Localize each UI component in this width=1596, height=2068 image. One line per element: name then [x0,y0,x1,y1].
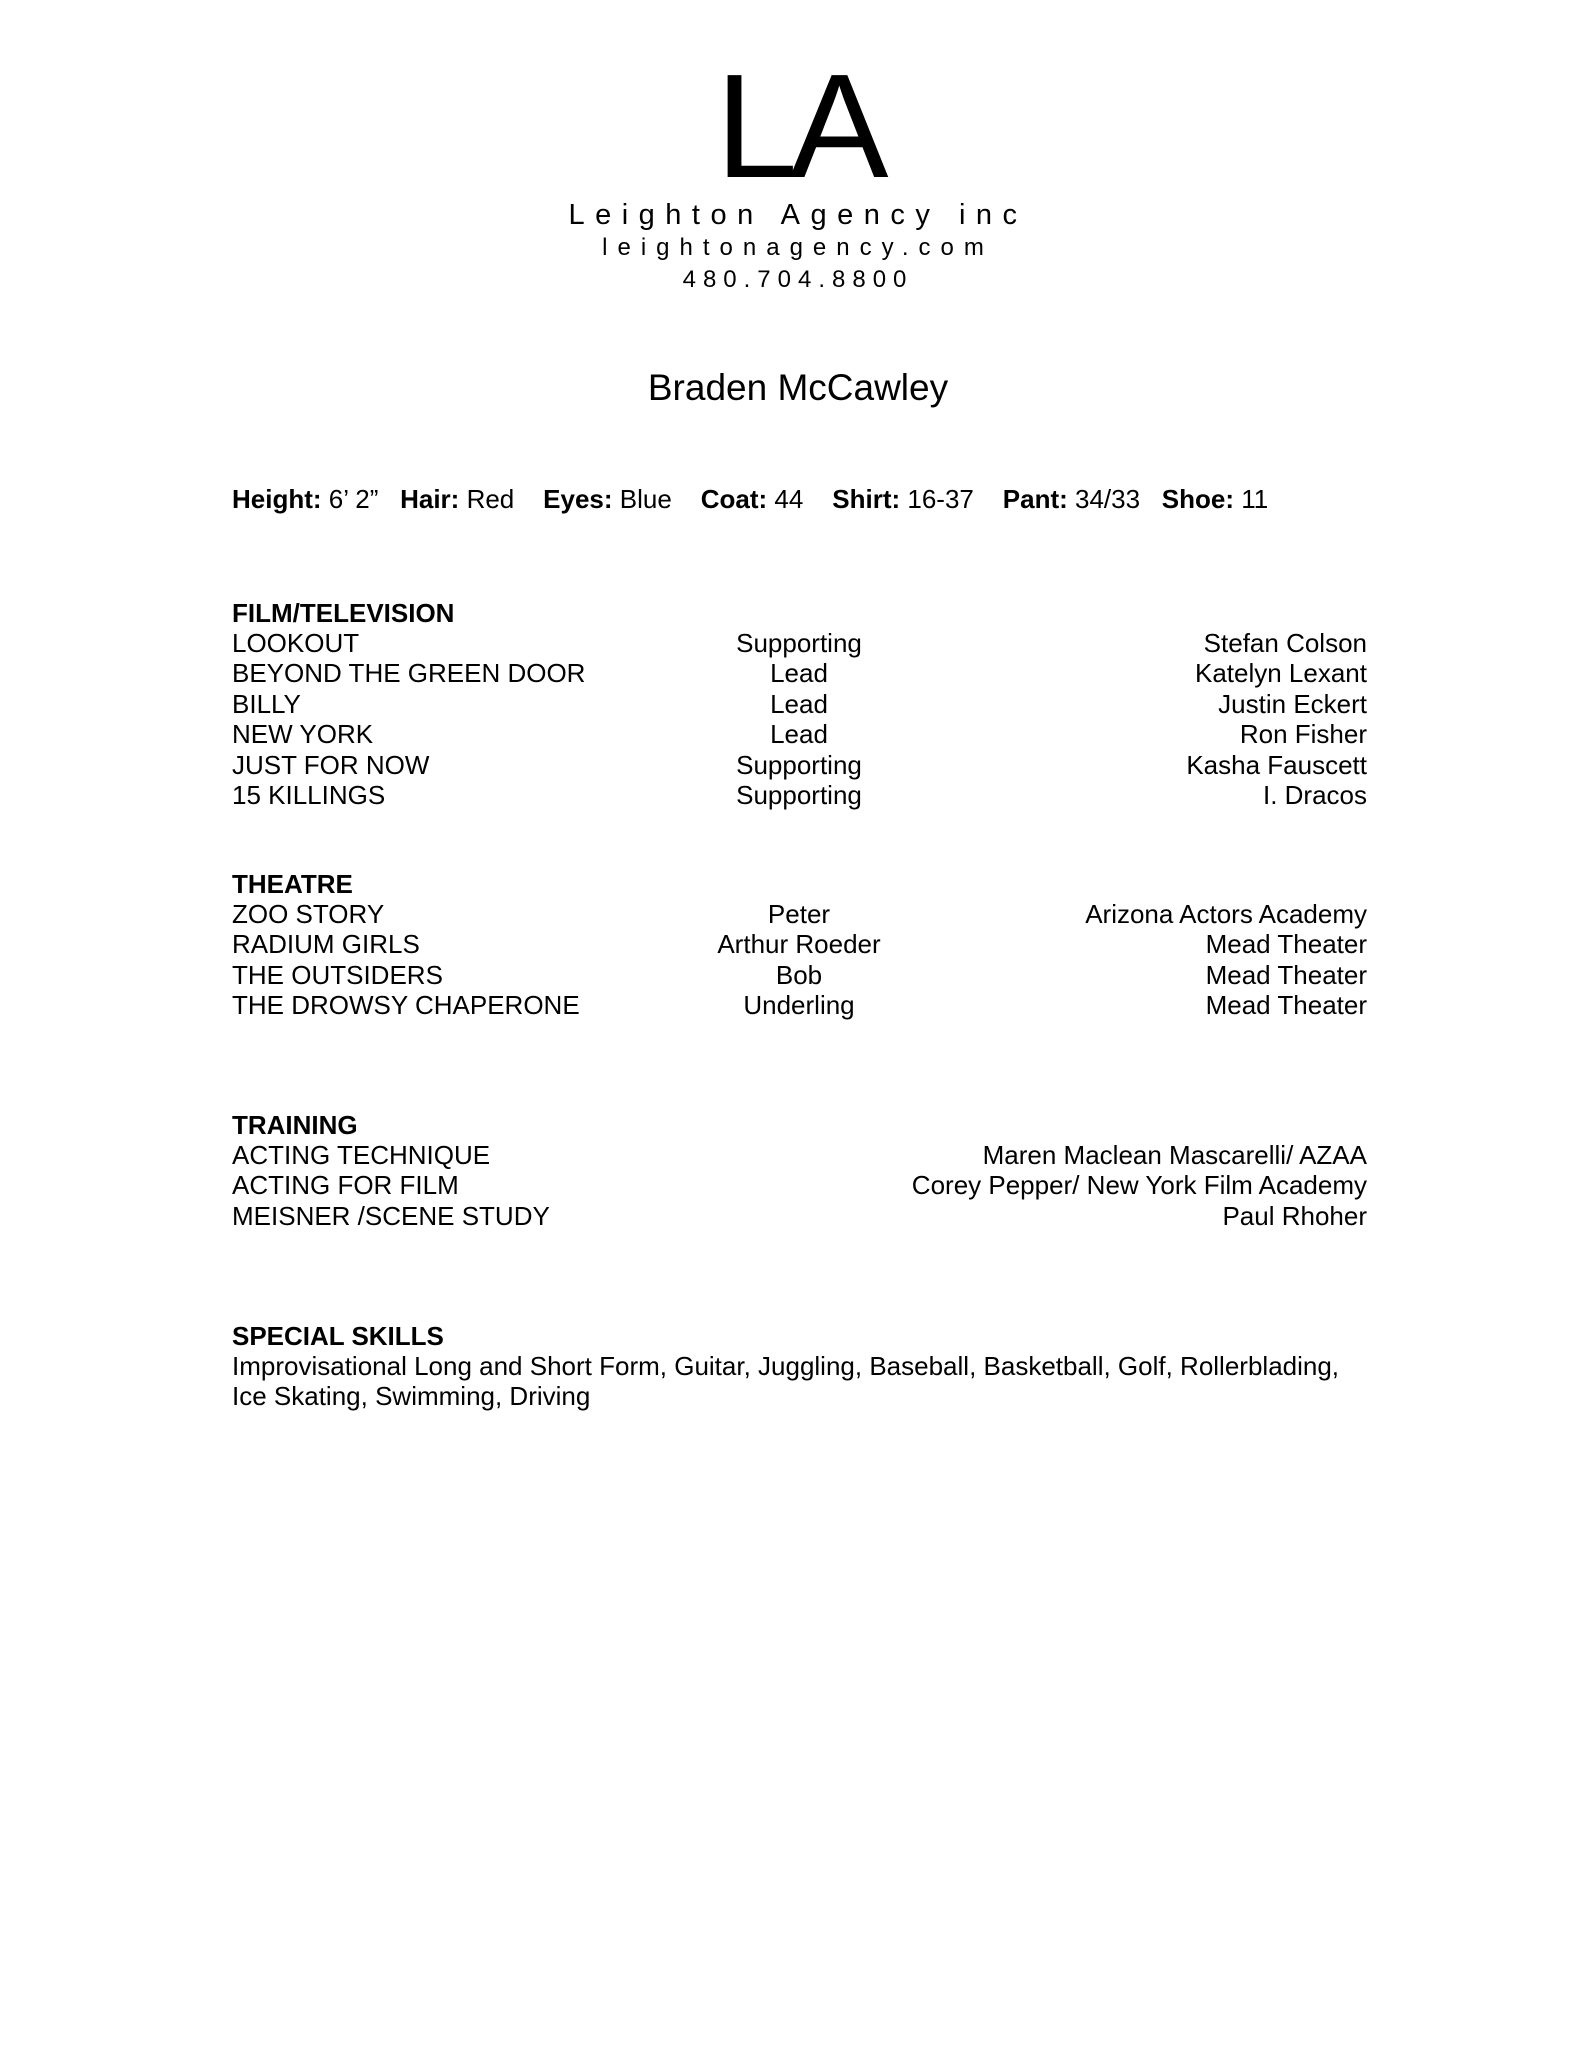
training-section [232,1110,1367,1231]
training-course: ACTING TECHNIQUE [232,1140,491,1170]
credit-role: Lead [770,658,828,689]
actor-name: Braden McCawley [647,367,949,408]
credit-row [232,990,1367,1020]
credit-row [232,628,1367,658]
physical-stats [232,483,1268,515]
credit-director: Katelyn Lexant [1194,658,1367,689]
film-television-section [232,598,1367,810]
credit-title: RADIUM GIRLS [232,929,420,960]
credit-director: Justin Eckert [1218,688,1367,719]
section-title: THEATRE [232,869,353,899]
credit-row [232,899,1367,929]
credit-director: Stefan Colson [1203,628,1367,658]
stat-hair: Hair: Red [400,484,515,514]
stat-height: Height: 6’ 2” [232,484,379,514]
credit-row [232,719,1367,749]
credit-title: NEW YORK [232,719,374,750]
theatre-section [232,869,1367,1021]
credit-title: BILLY [232,688,301,719]
credit-row [232,750,1367,780]
credit-title: BEYOND THE GREEN DOOR [232,658,586,689]
stat-shoe: Shoe: 11 [1161,484,1269,514]
credit-row [232,960,1367,990]
agency-phone: 480.704.8800 [682,266,914,293]
credit-row [232,780,1367,810]
training-teacher: Corey Pepper/ New York Film Academy [911,1170,1367,1201]
stat-eyes: Eyes: Blue [543,484,672,514]
training-teacher: Maren Maclean Mascarelli/ AZAA [982,1140,1367,1170]
training-row [232,1140,1367,1170]
section-title: SPECIAL SKILLS [232,1321,444,1351]
stat-shirt: Shirt: 16-37 [832,484,974,514]
credit-venue: Mead Theater [1205,929,1367,960]
stat-pant: Pant: 34/33 [1002,484,1141,514]
training-teacher: Paul Rhoher [1222,1200,1367,1231]
credit-director: Ron Fisher [1239,719,1367,750]
credit-title: THE DROWSY CHAPERONE [232,990,580,1021]
credit-title: 15 KILLINGS [232,779,386,810]
agency-logo: LA [715,44,881,209]
credit-role: Supporting [736,628,862,658]
credit-row [232,929,1367,959]
credit-row [232,689,1367,719]
credit-director: Kasha Fauscett [1186,749,1367,780]
training-row [232,1201,1367,1231]
credit-title: THE OUTSIDERS [232,959,443,990]
credit-role: Peter [767,899,831,929]
credit-title: JUST FOR NOW [232,749,430,780]
credit-role: Arthur Roeder [717,929,881,960]
credit-title: LOOKOUT [232,628,360,658]
skills-line: Ice Skating, Swimming, Driving [232,1381,591,1411]
section-title: FILM/TELEVISION [232,598,455,628]
credit-row [232,658,1367,688]
credit-title: ZOO STORY [232,899,385,929]
training-row [232,1170,1367,1200]
credit-role: Bob [775,959,823,990]
credit-venue: Mead Theater [1205,959,1367,990]
training-course: ACTING FOR FILM [232,1170,459,1201]
credit-role: Supporting [736,779,862,810]
special-skills-section [232,1321,1367,1411]
skills-line: Improvisational Long and Short Form, Guitar, Juggling, Baseball, Basketball, Golf, Rollerblading, [232,1351,1340,1381]
credit-role: Underling [743,990,855,1021]
credit-director: I. Dracos [1262,779,1367,810]
credit-venue: Arizona Actors Academy [1085,899,1367,929]
section-title: TRAINING [232,1110,358,1140]
stat-coat: Coat: 44 [700,484,804,514]
training-course: MEISNER /SCENE STUDY [232,1200,550,1231]
credit-role: Lead [770,719,828,750]
credit-role: Supporting [736,749,862,780]
credit-role: Lead [770,688,828,719]
agency-name: Leighton Agency inc [568,199,1028,231]
agency-website: leightonagency.com [602,234,994,261]
credit-venue: Mead Theater [1205,990,1367,1021]
